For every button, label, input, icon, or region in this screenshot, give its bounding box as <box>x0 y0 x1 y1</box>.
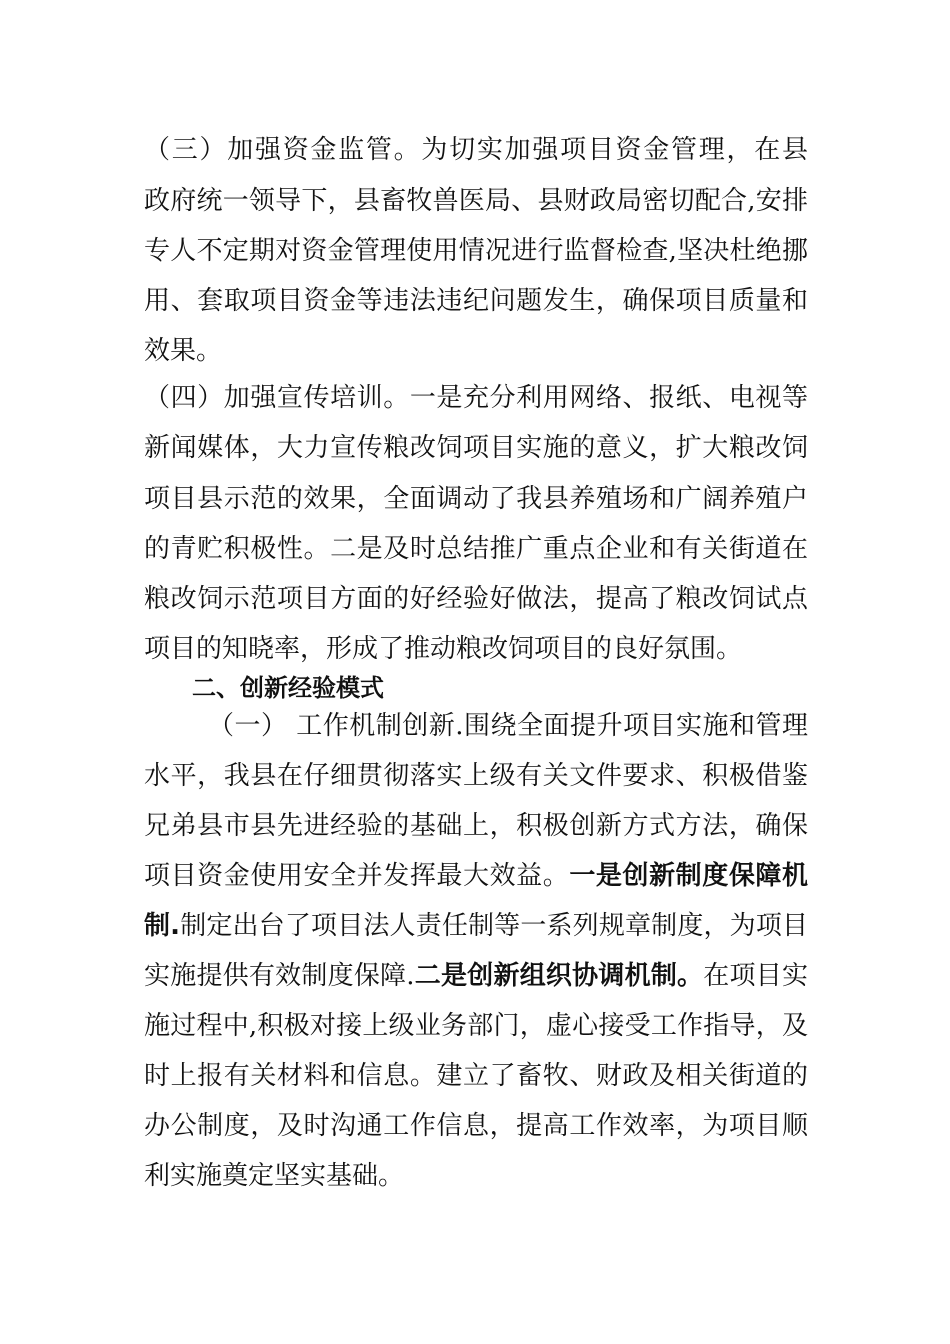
bold-text-run: 制. <box>144 911 181 941</box>
paragraph-line: 用、套取项目资金等违法违纪问题发生，确保项目质量和 <box>144 286 808 316</box>
bold-text-run: 二是创新组织协调机制。 <box>414 961 704 991</box>
paragraph-line: 水平，我县在仔细贯彻落实上级有关文件要求、积极借鉴 <box>144 761 808 791</box>
text-run: 制定出台了项目法人责任制等一系列规章制度，为项目 <box>180 911 808 941</box>
paragraph-line <box>144 858 808 894</box>
paragraph-line: 时上报有关材料和信息。建立了畜牧、财政及相关街道的 <box>144 1061 808 1091</box>
paragraph-line: 项目县示范的效果，全面调动了我县养殖场和广阔养殖户 <box>144 484 808 514</box>
paragraph-line: 新闻媒体，大力宣传粮改饲项目实施的意义，扩大粮改饲 <box>144 433 808 463</box>
text-run: 项目资金使用安全并发挥最大效益。 <box>144 861 570 891</box>
bold-text-run: 一是创新制度保障机 <box>569 861 808 891</box>
paragraph-line: （四）加强宣传培训。一是充分利用网络、报纸、电视等 <box>144 383 808 413</box>
paragraph-line: 粮改饲示范项目方面的好经验好做法，提高了粮改饲试点 <box>144 584 808 614</box>
paragraph-line: 专人不定期对资金管理使用情况进行监督检查,坚决杜绝挪 <box>144 236 808 266</box>
paragraph-line: 的青贮积极性。二是及时总结推广重点企业和有关街道在 <box>144 534 808 564</box>
paragraph-line <box>144 908 808 944</box>
paragraph-line: 效果。 <box>144 336 223 366</box>
text-run: 在项目实 <box>703 961 808 991</box>
paragraph-line: 办公制度，及时沟通工作信息，提高工作效率，为项目顺 <box>144 1111 808 1141</box>
paragraph-line: 项目的知晓率，形成了推动粮改饲项目的良好氛围。 <box>144 634 743 664</box>
paragraph-line: 兄弟县市县先进经验的基础上，积极创新方式方法，确保 <box>144 811 808 841</box>
paragraph-line: 利实施奠定坚实基础。 <box>144 1161 405 1191</box>
paragraph-line: 施过程中,积极对接上级业务部门，虚心接受工作指导，及 <box>144 1011 808 1041</box>
paragraph-line <box>144 958 808 994</box>
paragraph-line: （一） 工作机制创新.围绕全面提升项目实施和管理 <box>208 711 808 741</box>
section-heading: 二、创新经验模式 <box>192 674 384 702</box>
text-run: 实施提供有效制度保障. <box>144 961 415 991</box>
paragraph-line: 政府统一领导下，县畜牧兽医局、县财政局密切配合,安排 <box>144 186 808 216</box>
paragraph-line: （三）加强资金监管。为切实加强项目资金管理，在县 <box>144 135 808 165</box>
